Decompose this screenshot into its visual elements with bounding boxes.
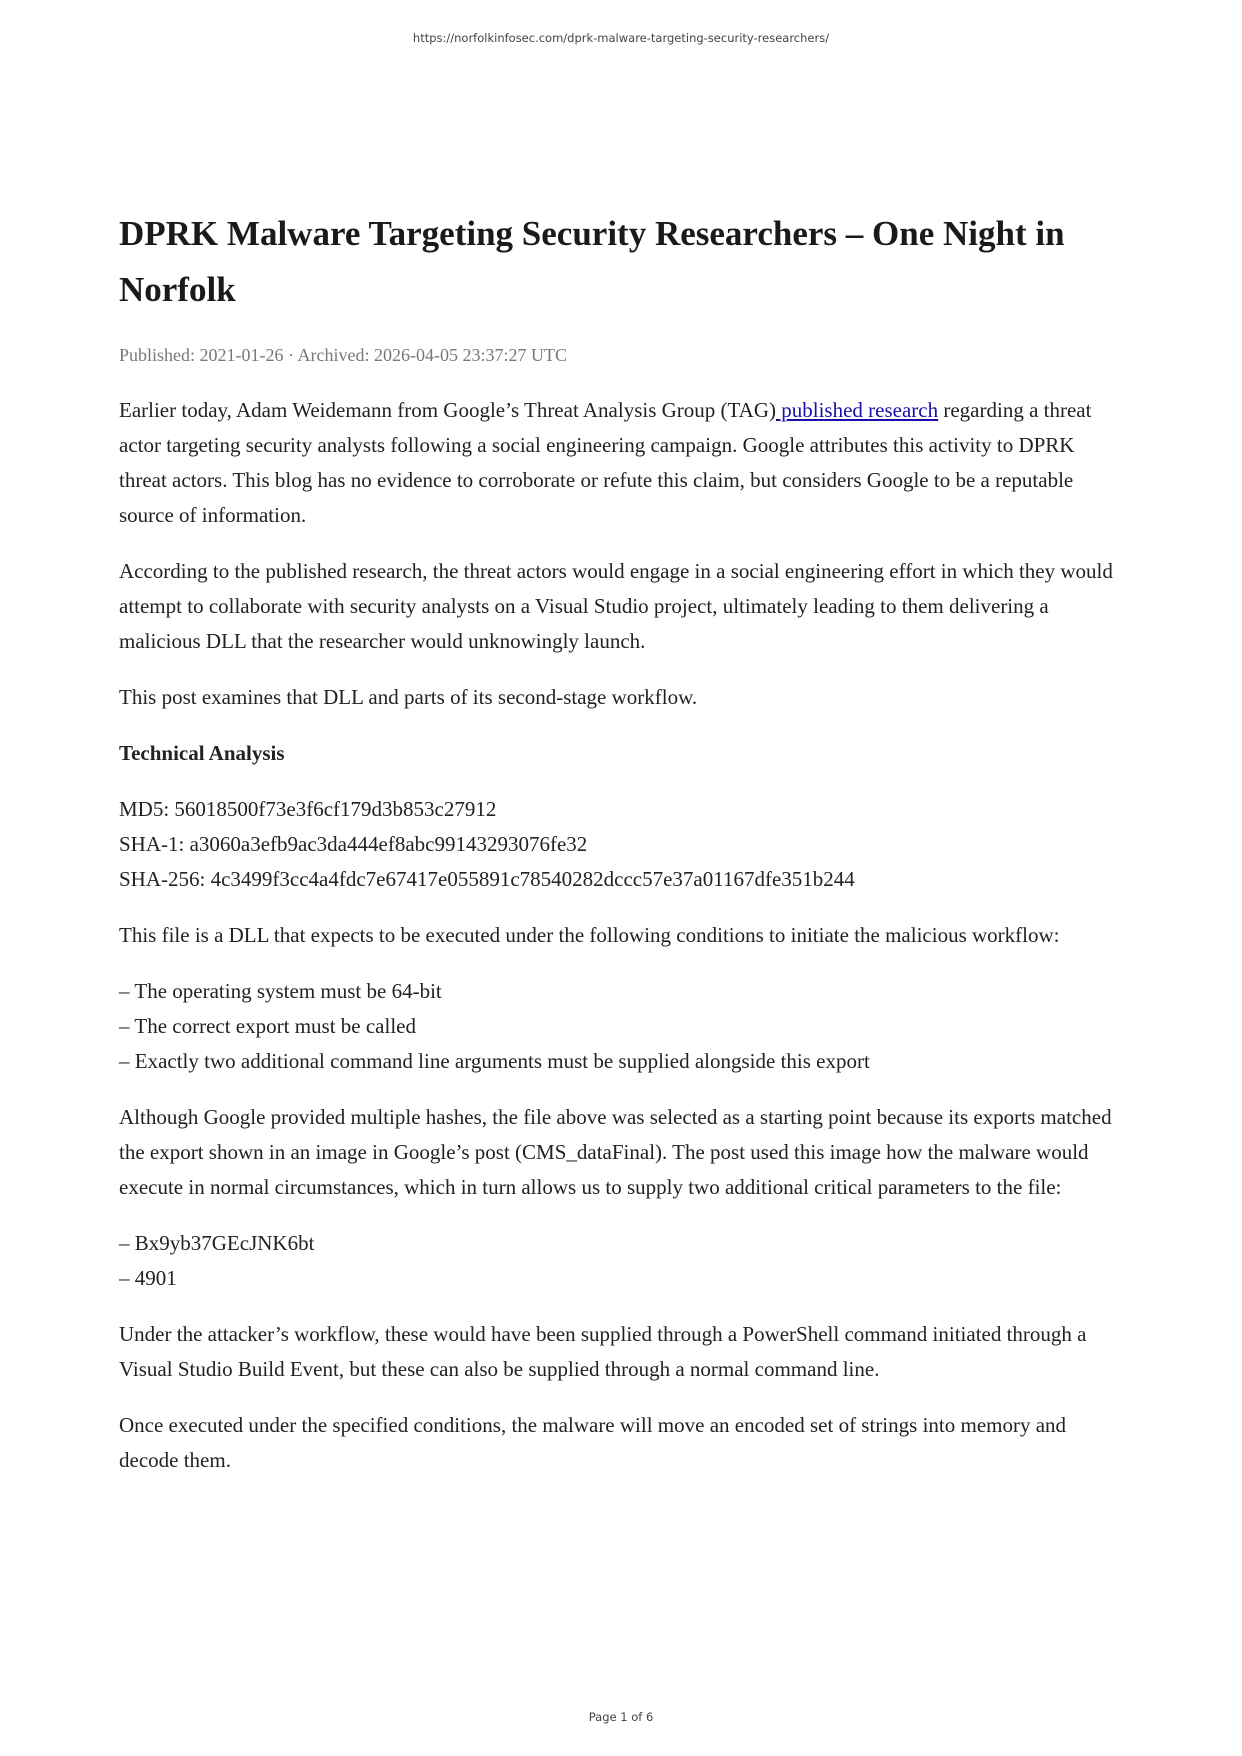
hash-selection-paragraph: Although Google provided multiple hashes, the file above was selected as a starting point because its exports matched the export shown in an image in Google’s post (CMS_dataFinal). The post used this image how the malware would execute in normal circumstances, which in turn allows us to supply two additional critical parameters to the file: [119, 1105, 1112, 1199]
research-paragraph: According to the published research, the threat actors would engage in a social engineering effort in which they would attempt to collaborate with security analysts on a Visual Studio project, ultimately leading to them delivering a malicious DLL that the researcher would unknowingly launch. [119, 559, 1113, 653]
intro-paragraph [119, 393, 1124, 533]
condition-item: – The correct export must be called [119, 1014, 416, 1038]
condition-item: – The operating system must be 64-bit [119, 979, 442, 1003]
conditions-list [119, 974, 1124, 1079]
hash-sha1: SHA-1: a3060a3efb9ac3da444ef8abc99143293076fe32 [119, 832, 588, 856]
parameter-item: – 4901 [119, 1266, 177, 1290]
hash-sha256: SHA-256: 4c3499f3cc4a4fdc7e67417e055891c78540282dccc57e37a01167dfe351b244 [119, 867, 855, 891]
article [119, 206, 1124, 1478]
page-number: Page 1 of 6 [588, 1710, 654, 1724]
article-title: DPRK Malware Targeting Security Researchers – One Night in Norfolk [119, 214, 1065, 309]
scope-paragraph: This post examines that DLL and parts of its second-stage workflow. [119, 685, 698, 709]
publication-meta: Published: 2021-01-26 · Archived: 2026-04-05 23:37:27 UTC [119, 345, 567, 365]
intro-text-after: regarding a threat actor targeting security analysts following a social engineering campaign. Google attributes this activity to DPRK threat actors. This blog has no evidence to corroborate or refute this claim, but considers Google to be a reputable source of information. [119, 398, 1092, 527]
parameters-list [119, 1226, 1124, 1296]
section-heading: Technical Analysis [119, 741, 285, 765]
condition-item: – Exactly two additional command line arguments must be supplied alongside this export [119, 1049, 870, 1073]
hash-list [119, 792, 1124, 897]
parameter-item: – Bx9yb37GEcJNK6bt [119, 1231, 315, 1255]
execution-paragraph: Once executed under the specified conditions, the malware will move an encoded set of strings into memory and decode them. [119, 1413, 1067, 1472]
conditions-intro-paragraph: This file is a DLL that expects to be executed under the following conditions to initiate the malicious workflow: [119, 923, 1060, 947]
workflow-paragraph: Under the attacker’s workflow, these would have been supplied through a PowerShell command initiated through a Visual Studio Build Event, but these can also be supplied through a normal command line. [119, 1322, 1087, 1381]
hash-md5: MD5: 56018500f73e3f6cf179d3b853c27912 [119, 797, 497, 821]
source-url: https://norfolkinfosec.com/dprk-malware-targeting-security-researchers/ [412, 31, 830, 45]
published-research-link[interactable]: published research [776, 398, 939, 422]
intro-text-before: Earlier today, Adam Weidemann from Google’s Threat Analysis Group (TAG) [119, 398, 776, 422]
